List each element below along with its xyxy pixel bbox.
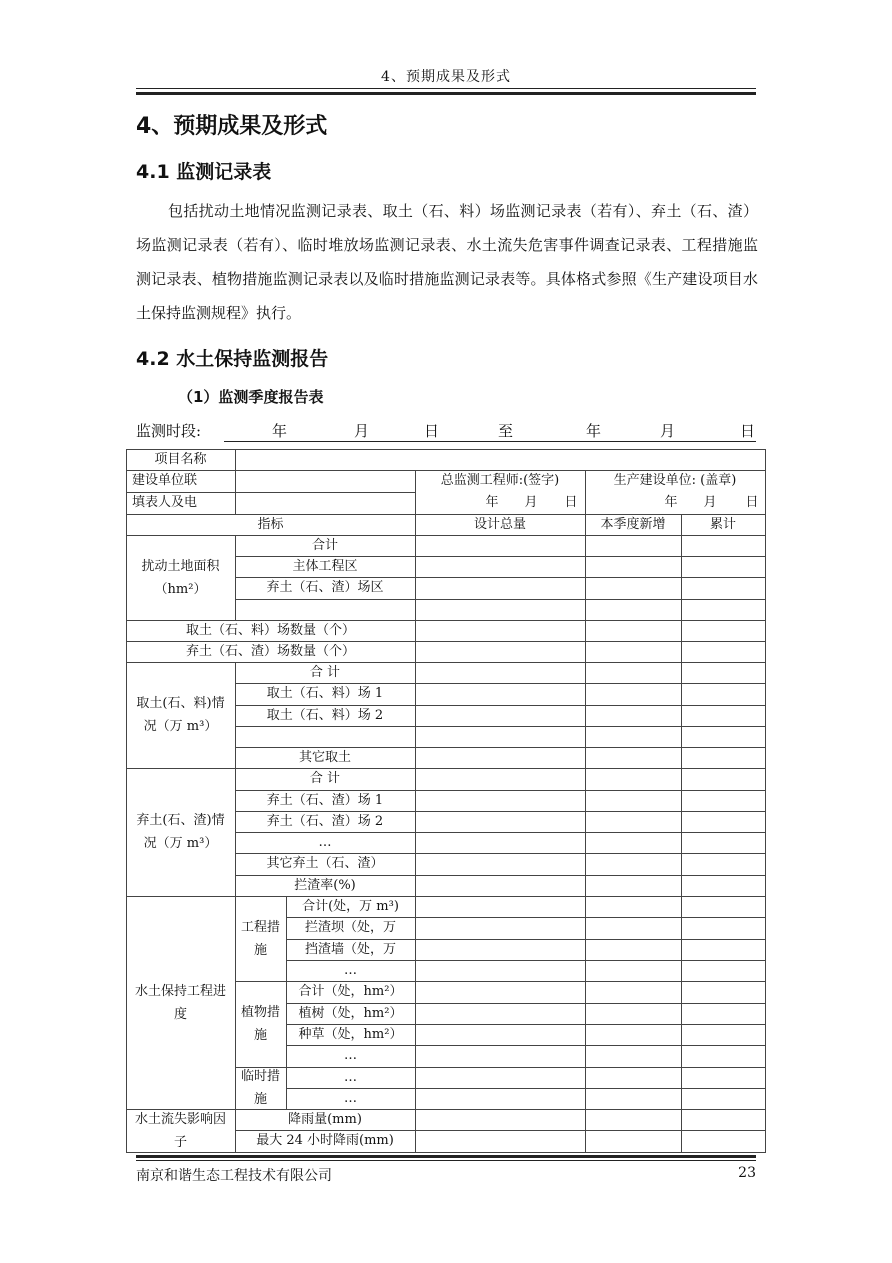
table-hline: [415, 1130, 766, 1131]
table-hline: [415, 1024, 766, 1025]
table-hline: [415, 811, 766, 812]
period-month-1: 月: [354, 422, 370, 440]
row-borrow-1: 取土（石、料）场 1: [266, 686, 384, 701]
table-hline: [415, 1088, 766, 1089]
table-vline: [235, 896, 236, 1110]
table-hline: [415, 853, 766, 854]
period-label: 监测时段:: [136, 422, 202, 440]
table-hline: [415, 939, 766, 940]
row-borrow-total: 合 计: [309, 664, 341, 680]
table-hline: [415, 1109, 766, 1110]
period-year-2: 年: [586, 422, 602, 440]
signature-date-unit: 年: [664, 495, 678, 510]
row-spoil-ellipsis: …: [318, 834, 332, 850]
row-grass: 种草（处，hm²）: [298, 1026, 403, 1042]
table-hline: [415, 726, 766, 727]
table-hline: [415, 620, 766, 621]
row-engineering-total: 合计(处，万 m³): [302, 898, 399, 914]
column-header-design-total: 设计总量: [473, 516, 526, 532]
group-erosion-factors: 水土流失影响因子: [134, 1111, 226, 1150]
table-border-left: [126, 449, 127, 1153]
group-progress: 水土保持工程进度: [134, 983, 226, 1022]
table-hline: [415, 1045, 766, 1046]
row-spoil-1: 弃土（石、渣）场 1: [266, 792, 384, 808]
signature-date-unit: 年: [485, 495, 499, 510]
table-hline: [415, 599, 766, 600]
column-header-cumulative: 累计: [709, 516, 736, 532]
period-year-1: 年: [272, 422, 288, 440]
table-hline: [415, 960, 766, 961]
period-month-2: 月: [660, 422, 676, 440]
subsection-heading: （1）监测季度报告表: [178, 388, 324, 406]
table-hline: [415, 641, 766, 642]
row-max-rainfall: 最大 24 小时降雨(mm): [256, 1133, 394, 1148]
table-vline: [415, 514, 416, 1153]
table-hline: [415, 875, 766, 876]
period-to: 至: [498, 422, 514, 440]
row-dam: 拦渣坝（处，万: [304, 920, 396, 935]
signature-date-unit: 日: [745, 495, 759, 510]
contact-label-2: 填表人及电: [132, 495, 198, 510]
row-retention-rate: 拦渣率(%): [294, 877, 356, 893]
table-vline: [235, 449, 236, 515]
column-header-indicator: 指标: [257, 516, 284, 532]
row-engineering-ellipsis: …: [344, 962, 357, 978]
signature-date-unit: 月: [703, 495, 717, 510]
row-vegetation-ellipsis: …: [344, 1048, 357, 1063]
column-header-quarter-new: 本季度新增: [600, 516, 666, 532]
group-spoil: 弃土(石、渣)情况（万 m³）: [136, 813, 225, 851]
contact-label-1: 建设单位联: [132, 473, 198, 488]
chapter-heading: 4、预期成果及形式: [136, 114, 328, 139]
table-hline: [415, 790, 766, 791]
table-hline: [235, 599, 416, 600]
running-header: 4、预期成果及形式: [381, 69, 511, 85]
row-other-spoil: 其它弃土（石、渣）: [266, 856, 384, 871]
row-disturbed-total: 合计: [311, 537, 338, 553]
table-hline: [415, 683, 766, 684]
owner-seal-label: 生产建设单位: (盖章): [613, 473, 737, 488]
table-hline: [415, 556, 766, 557]
row-wall: 挡渣墙（处，万: [304, 941, 396, 957]
row-vegetation-total: 合计（处，hm²）: [298, 984, 403, 999]
row-spoil-count: 弃土（石、渣）场数量（个）: [185, 643, 355, 659]
row-rainfall: 降雨量(mm): [288, 1111, 362, 1127]
footer-page-number: 23: [738, 1165, 756, 1181]
group-disturbed-area: 扰动土地面积（hm²）: [141, 558, 220, 597]
group-temporary-measures: 临时措施: [240, 1069, 280, 1107]
row-spoil-total: 合 计: [309, 771, 341, 786]
table-hline: [415, 1067, 766, 1068]
table-hline: [415, 1003, 766, 1004]
table-hline: [415, 917, 766, 918]
section-4-1-heading: 4.1 监测记录表: [136, 161, 272, 183]
table-hline: [415, 577, 766, 578]
row-other-borrow: 其它取土: [298, 749, 351, 765]
section-4-2-heading: 4.2 水土保持监测报告: [136, 348, 329, 370]
row-borrow-2: 取土（石、料）场 2: [266, 707, 384, 723]
body-paragraph: 包括扰动土地情况监测记录表、取土（石、料）场监测记录表（若有）、弃土（石、渣）场监测记录表（若有）、临时堆放场监测记录表、水土流失危害事件调查记录表、工程措施监测记录表、植物措施监测记录表以及临时措施监测记录表等。具体格式参照《生产建设项目水土保持监测规程》执行。: [136, 202, 758, 322]
row-spoil-2: 弃土（石、渣）场 2: [266, 813, 384, 829]
table-hline: [415, 896, 766, 897]
period-day-1: 日: [424, 422, 440, 440]
table-border-right: [765, 449, 766, 1153]
table-hline: [415, 981, 766, 982]
row-borrow-count: 取土（石、料）场数量（个）: [185, 622, 355, 638]
table-border-bottom: [126, 1152, 766, 1153]
group-engineering-measures: 工程措施: [240, 919, 280, 958]
row-spoil-area: 弃土（石、渣）场区: [266, 580, 384, 595]
signature-date-unit: 日: [564, 495, 578, 510]
row-main-project: 主体工程区: [292, 558, 358, 574]
group-vegetation-measures: 植物措施: [240, 1005, 280, 1043]
row-temporary-ellipsis-1: …: [344, 1069, 357, 1085]
row-trees: 植树（处，hm²）: [298, 1005, 403, 1021]
footer-rule-thick: [136, 1155, 756, 1158]
table-hline: [415, 662, 766, 663]
table-hline: [415, 768, 766, 769]
table-hline: [415, 832, 766, 833]
group-borrow-pit: 取土(石、料)情况（万 m³）: [136, 696, 225, 734]
project-name-label: 项目名称: [154, 451, 207, 467]
table-hline: [235, 726, 416, 727]
table-vline: [681, 514, 682, 1153]
table-vline: [585, 514, 586, 1153]
period-day-2: 日: [740, 422, 756, 440]
footer-company: 南京和谐生态工程技术有限公司: [136, 1168, 332, 1184]
signature-date-unit: 月: [524, 495, 538, 510]
table-hline: [415, 747, 766, 748]
footer-rule-thin: [136, 1160, 756, 1161]
table-hline: [415, 705, 766, 706]
supervisor-sign-label: 总监测工程师:(签字): [440, 473, 560, 488]
row-temporary-ellipsis-2: …: [344, 1090, 357, 1106]
